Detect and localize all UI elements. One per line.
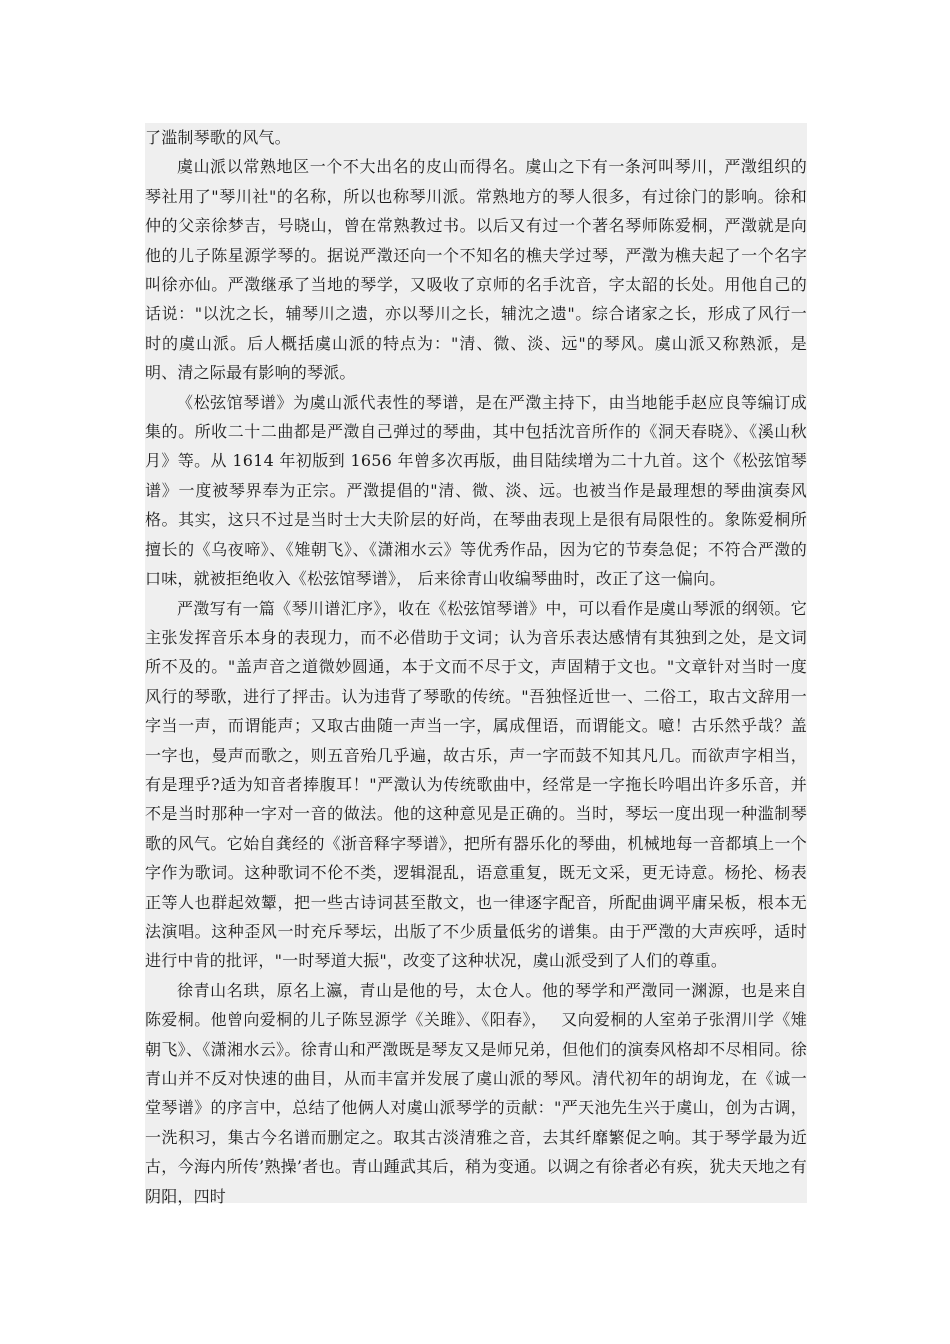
document-body	[145, 123, 807, 1211]
paragraph-qinchuan-preface: 严澂写有一篇《琴川谱汇序》，收在《松弦馆琴谱》中，可以看作是虞山琴派的纲领。它主张发挥音乐本身的表现力，而不必借助于文词；认为音乐表达感情有其独到之处，是文词所不及的。"盖声音之道微妙圆通，本于文而不尽于文，声固精于文也。"文章针对当时一度风行的琴歌，进行了抨击。认为违背了琴歌的传统。"吾独怪近世一、二俗工，取古文辞用一字当一声，而谓能声；又取古曲随一声当一字，属成俚语，而谓能文。噫！古乐然乎哉？盖一字也，曼声而歌之，则五音殆几乎遍，故古乐，声一字而鼓不知其凡几。而欲声字相当，有是理乎?适为知音者捧腹耳！"严澂认为传统歌曲中，经常是一字拖长吟唱出许多乐音，并不是当时那种一字对一音的做法。他的这种意见是正确的。当时，琴坛一度出现一种滥制琴歌的风气。它始自龚经的《浙音释字琴谱》，把所有器乐化的琴曲，机械地每一音都填上一个字作为歌词。这种歌词不伦不类，逻辑混乱，语意重复，既无文采，更无诗意。杨抡、杨表正等人也群起效颦，把一些古诗词甚至散文，也一律逐字配音，所配曲调平庸呆板，根本无法演唱。这种歪风一时充斥琴坛，出版了不少质量低劣的谱集。由于严澂的大声疾呼，适时进行中肯的批评，"一时琴道大振"，改变了这种状况，虞山派受到了人们的尊重。	[145, 598, 807, 971]
paragraph-songxianguan-qinpu: 《松弦馆琴谱》为虞山派代表性的琴谱，是在严澂主持下，由当地能手赵应良等编订成集的。所收二十二曲都是严澂自己弹过的琴曲，其中包括沈音所作的《洞天春晓》、《溪山秋月》等。从 1614 年初版到 1656 年曾多次再版，曲目陆续增为二十九首。这个《松弦馆琴谱》一度被琴界奉为正宗。严澂提倡的"清、微、淡、远。也被当作是最理想的琴曲演奏风格。其实，这只不过是当时士大夫阶层的好尚，在琴曲表现上是很有局限性的。象陈爱桐所擅长的《乌夜啼》、《雉朝飞》、《潇湘水云》等优秀作品，因为它的节奏急促；不符合严澂的口味，就被拒绝收入《松弦馆琴谱》， 后来徐青山收编琴曲时，改正了这一偏向。	[145, 392, 807, 589]
paragraph-xu-qingshan: 徐青山名珙，原名上瀛，青山是他的号，太仓人。他的琴学和严澂同一渊源，也是来自陈爱桐。他曾向爱桐的儿子陈昱源学《关雎》、《阳春》， 又向爱桐的人室弟子张渭川学《雉朝飞》、《潇湘水云》。徐青山和严澂既是琴友又是师兄弟，但他们的演奏风格却不尽相同。徐青山并不反对快速的曲目，从而丰富并发展了虞山派的琴风。清代初年的胡询龙，在《诚一堂琴谱》的序言中，总结了他俩人对虞山派琴学的贡献："严天池先生兴于虞山，创为古调，一洗积习，集古今名谱而删定之。取其古淡清雅之音，去其纤靡繁促之响。其于琴学最为近古，今海内所传’熟操’者也。青山踵武其后，稍为变通。以调之有徐者必有疾，犹夫天地之有阴阳，四时	[145, 980, 807, 1206]
paragraph-yushan-school: 虞山派以常熟地区一个不大出名的皮山而得名。虞山之下有一条河叫琴川，严澂组织的琴社用了"琴川社"的名称，所以也称琴川派。常熟地方的琴人很多，有过徐门的影响。徐和仲的父亲徐梦吉，号晓山，曾在常熟教过书。以后又有过一个著名琴师陈爱桐，严澂就是向他的儿子陈星源学琴的。据说严澂还向一个不知名的樵夫学过琴，严澂为樵夫起了一个名字叫徐亦仙。严澂继承了当地的琴学，又吸收了京师的名手沈音，字太韶的长处。用他自己的话说："以沈之长，辅琴川之遗，亦以琴川之长，辅沈之遗"。综合诸家之长，形成了风行一时的虞山派。后人概括虞山派的特点为："清、微、淡、远"的琴风。虞山派又称熟派，是明、清之际最有影响的琴派。	[145, 157, 807, 383]
paragraph-continuation: 了滥制琴歌的风气。	[145, 128, 291, 147]
